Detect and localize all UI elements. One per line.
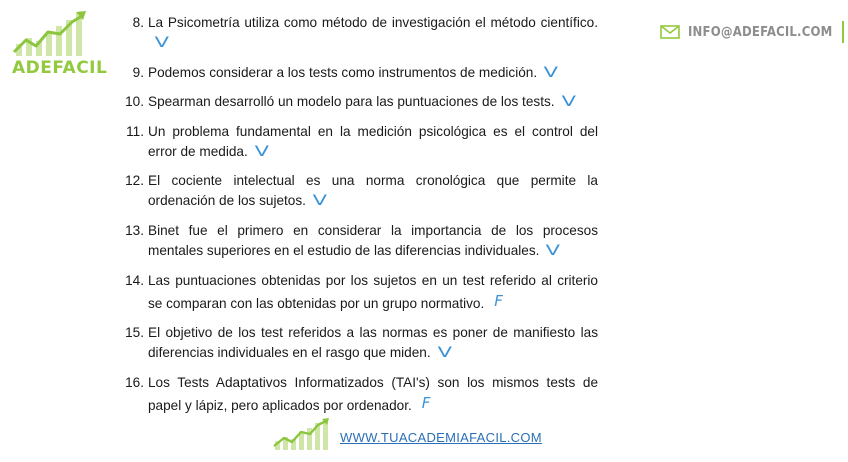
list-item bbox=[122, 171, 598, 211]
item-text: Los Tests Adaptativos Informatizados (TAI's) son los mismos tests de papel y lápiz, pero aplicados por ordenador. bbox=[148, 374, 598, 413]
answer-mark: V bbox=[561, 94, 576, 111]
item-text: El objetivo de los test referidos a las normas es poner de manifiesto las diferencias individuales en el rasgo que miden. bbox=[148, 325, 598, 361]
list-item bbox=[122, 92, 598, 112]
answer-mark: V bbox=[254, 143, 269, 160]
growth-chart-icon bbox=[10, 8, 90, 60]
answer-mark: V bbox=[546, 242, 561, 259]
item-number: 13. bbox=[125, 222, 144, 238]
header-divider bbox=[842, 21, 844, 43]
item-number: 16. bbox=[125, 374, 144, 390]
answer-mark: V bbox=[437, 345, 452, 362]
item-text: Binet fue el primero en considerar la importancia de los procesos mentales superiores en el estudio de las diferencias individuales. bbox=[148, 222, 598, 258]
answer-mark: V bbox=[312, 193, 327, 210]
item-number: 12. bbox=[125, 173, 144, 189]
item-text: Podemos considerar a los tests como instrumentos de medición. bbox=[148, 64, 538, 80]
footer bbox=[272, 415, 542, 451]
mail-icon bbox=[660, 25, 680, 39]
logo-text: ADEFACIL bbox=[12, 58, 108, 78]
item-number: 15. bbox=[125, 325, 144, 341]
answer-mark: F bbox=[494, 291, 503, 310]
list-item bbox=[122, 63, 598, 83]
list-item bbox=[122, 13, 598, 53]
item-text: El cociente intelectual es una norma cronológica que permite la ordenación de los sujetos. bbox=[148, 173, 598, 209]
list-item bbox=[122, 323, 598, 363]
item-text: La Psicometría utiliza como método de investigación el método científico. bbox=[148, 15, 598, 30]
list-item bbox=[122, 122, 598, 162]
list-item bbox=[122, 221, 598, 261]
email-contact[interactable] bbox=[660, 22, 844, 42]
question-list bbox=[122, 13, 598, 425]
adefacil-logo bbox=[8, 8, 108, 78]
item-number: 9. bbox=[132, 64, 144, 80]
answer-mark: V bbox=[154, 35, 169, 51]
email-address[interactable]: INFO@ADEFACIL.COM bbox=[688, 24, 833, 40]
list-item bbox=[122, 373, 598, 416]
item-text: Spearman desarrolló un modelo para las puntuaciones de los tests. bbox=[148, 94, 555, 110]
answer-mark: F bbox=[421, 393, 431, 412]
answer-mark: V bbox=[543, 64, 559, 81]
item-text: Las puntuaciones obtenidas por los sujetos en un test referido al criterio se comparan con las obtenidas por un grupo normativo. bbox=[148, 272, 598, 311]
website-link[interactable]: WWW.TUACADEMIAFACIL.COM bbox=[340, 430, 542, 445]
list-item bbox=[122, 271, 598, 314]
item-number: 10. bbox=[125, 94, 144, 110]
item-text: Un problema fundamental en la medición psicológica es el control del error de medida. bbox=[148, 123, 598, 159]
growth-chart-icon bbox=[272, 417, 330, 451]
item-number: 8. bbox=[132, 15, 144, 30]
item-number: 11. bbox=[126, 123, 144, 139]
item-number: 14. bbox=[125, 272, 144, 288]
